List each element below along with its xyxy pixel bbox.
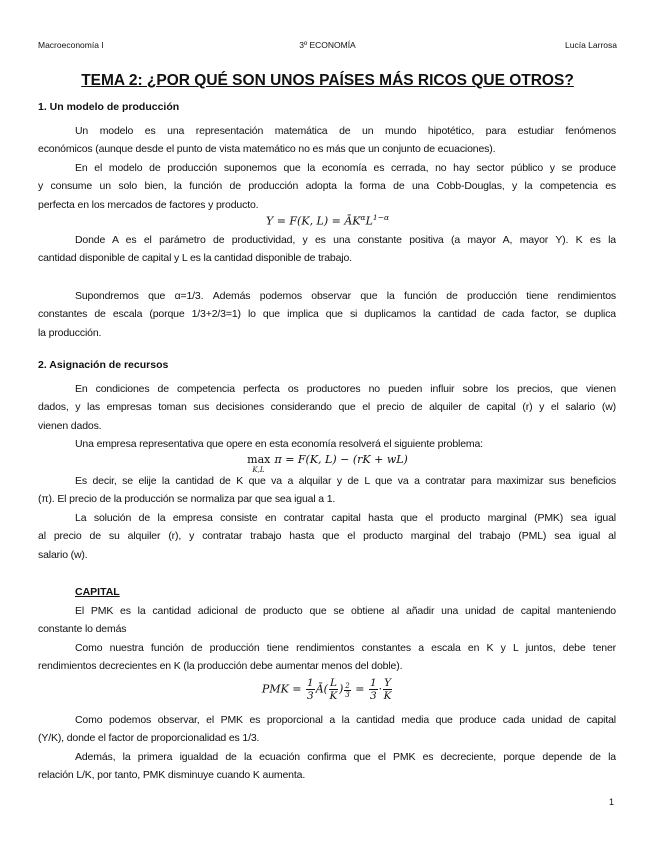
paragraph <box>38 509 616 564</box>
paragraph <box>38 122 616 159</box>
text-line: vienen dados. <box>38 419 102 432</box>
paragraph <box>38 602 616 639</box>
eq-text: Ā( <box>315 682 328 696</box>
text-line: constante lo demás <box>38 623 127 636</box>
eq-text: · <box>378 682 383 696</box>
text-line: En condiciones de competencia perfecta os productores no pueden influir sobre los precios, que vienen <box>75 383 616 395</box>
numerator: 2 <box>345 681 350 690</box>
text-line: Supondremos que α=1/3. Además podemos observar que la función de producción tiene rendimientos <box>75 290 616 302</box>
numerator: Y <box>384 677 392 689</box>
eq-text: max <box>247 453 271 466</box>
eq-exp: α <box>360 213 366 222</box>
text-line: (Y/K), donde el factor de proporcionalidad es 1/3. <box>38 732 260 745</box>
page-title: TEMA 2: ¿POR QUÉ SON UNOS PAÍSES MÁS RICOS QUE OTROS? <box>81 72 574 89</box>
text-line: Una empresa representativa que opere en esta economía resolverá el siguiente problema: <box>75 438 483 450</box>
fraction <box>369 677 378 702</box>
fraction <box>306 677 315 702</box>
eq-text: = <box>355 682 365 696</box>
text-line: En el modelo de producción suponemos que la economía es cerrada, no hay sector público y se produce <box>75 162 616 174</box>
paragraph <box>38 159 616 214</box>
eq-text: Y = F(K, L) = ĀK <box>265 214 361 228</box>
text-line: cantidad disponible de capital y L es la cantidad disponible de trabajo. <box>38 252 352 265</box>
text-line: (π). El precio de la producción se normaliza par que sea igual a 1. <box>38 493 336 506</box>
text-line: El PMK es la cantidad adicional de producto que se obtiene al añadir una unidad de capital manteniendo <box>75 605 616 617</box>
text-line: Es decir, se elije la cantidad de K que va a alquilar y de L que va a contratar para maximizar sus beneficios <box>75 475 616 487</box>
eq-text: ) <box>338 682 344 696</box>
text-line: Como nuestra función de producción tiene rendimientos constantes a escala en K y L juntos, debe tener <box>75 642 616 654</box>
text-line: Como podemos observar, el PMK es proporcional a la cantidad media que produce cada unidad de capital <box>75 714 616 726</box>
text-line: dados, y las empresas toman sus decisiones considerando que el precio de alquiler de capital (r) y el salario (w) <box>38 401 616 414</box>
header-grade: 3º ECONOMÍA <box>299 40 356 50</box>
production-function-equation <box>0 213 655 228</box>
denominator: 3 <box>307 690 314 702</box>
numerator: 1 <box>369 677 377 689</box>
text-line: rendimientos decrecientes en K (la producción debe aumentar menos del doble). <box>38 660 403 673</box>
paragraph <box>38 748 616 785</box>
eq-text: L <box>365 214 373 228</box>
paragraph <box>38 380 616 435</box>
text-line: perfecta en los mercados de factores y producto. <box>38 198 259 211</box>
text-line: económicos (aunque desde el punto de vista matemático no es más que un conjunto de ecuaciones). <box>38 143 496 156</box>
denominator: K <box>383 690 392 702</box>
eq-text: PMK = <box>261 682 302 696</box>
text-line: Donde A es el parámetro de productividad, y es una constante positiva (a mayor A, mayor Y). K es la <box>75 234 616 246</box>
text-line: salario (w). <box>38 548 88 561</box>
denominator: K <box>329 690 338 702</box>
text-line: relación L/K, por tanto, PMK disminuye cuando K aumenta. <box>38 769 306 782</box>
header-course: Macroeconomía I <box>38 40 104 50</box>
header-author: Lucía Larrosa <box>565 40 617 50</box>
section-heading-1: 1. Un modelo de producción <box>38 101 180 113</box>
pmk-equation <box>0 677 655 702</box>
fraction <box>383 677 392 702</box>
paragraph <box>38 231 616 268</box>
section-heading-2: 2. Asignación de recursos <box>38 359 169 371</box>
fraction <box>329 677 338 702</box>
paragraph <box>38 639 616 676</box>
exponent-fraction <box>344 682 350 699</box>
numerator: L <box>329 677 337 689</box>
eq-text: π = F(K, L) − (rK + wL) <box>274 453 408 466</box>
numerator: 1 <box>307 677 314 689</box>
denominator: 3 <box>369 690 377 702</box>
paragraph <box>38 711 616 748</box>
text-line: La solución de la empresa consiste en contratar capital hasta que el producto marginal (PMK) sea igual <box>75 512 616 524</box>
profit-max-equation <box>0 453 655 474</box>
eq-exp: 1−α <box>372 213 390 222</box>
text-line: la producción. <box>38 326 102 339</box>
paragraph <box>38 287 616 342</box>
paragraph <box>38 472 616 509</box>
page-number: 1 <box>609 797 615 807</box>
text-line: Un modelo es una representación matemática de un mundo hipotético, para estudiar fenómenos <box>75 125 616 137</box>
eq-sub: K,L <box>252 466 265 474</box>
denominator: 3 <box>345 690 350 699</box>
paragraph <box>38 435 616 453</box>
text-line: y consume un solo bien, la función de producción adopta la forma de una Cobb-Douglas, y la competencia es <box>38 180 616 193</box>
text-line: constantes de escala (porque 1/3+2/3=1) lo que implica que si duplicamos la cantidad de cada factor, se duplica <box>38 308 616 321</box>
capital-heading: CAPITAL <box>75 586 120 598</box>
text-line: Además, la primera igualdad de la ecuación confirma que el PMK es decreciente, porque depende de la <box>75 751 616 763</box>
text-line: al precio de su alquiler (r), y contratar trabajo hasta que el producto marginal del trabajo (PML) sea igual al <box>38 530 616 543</box>
